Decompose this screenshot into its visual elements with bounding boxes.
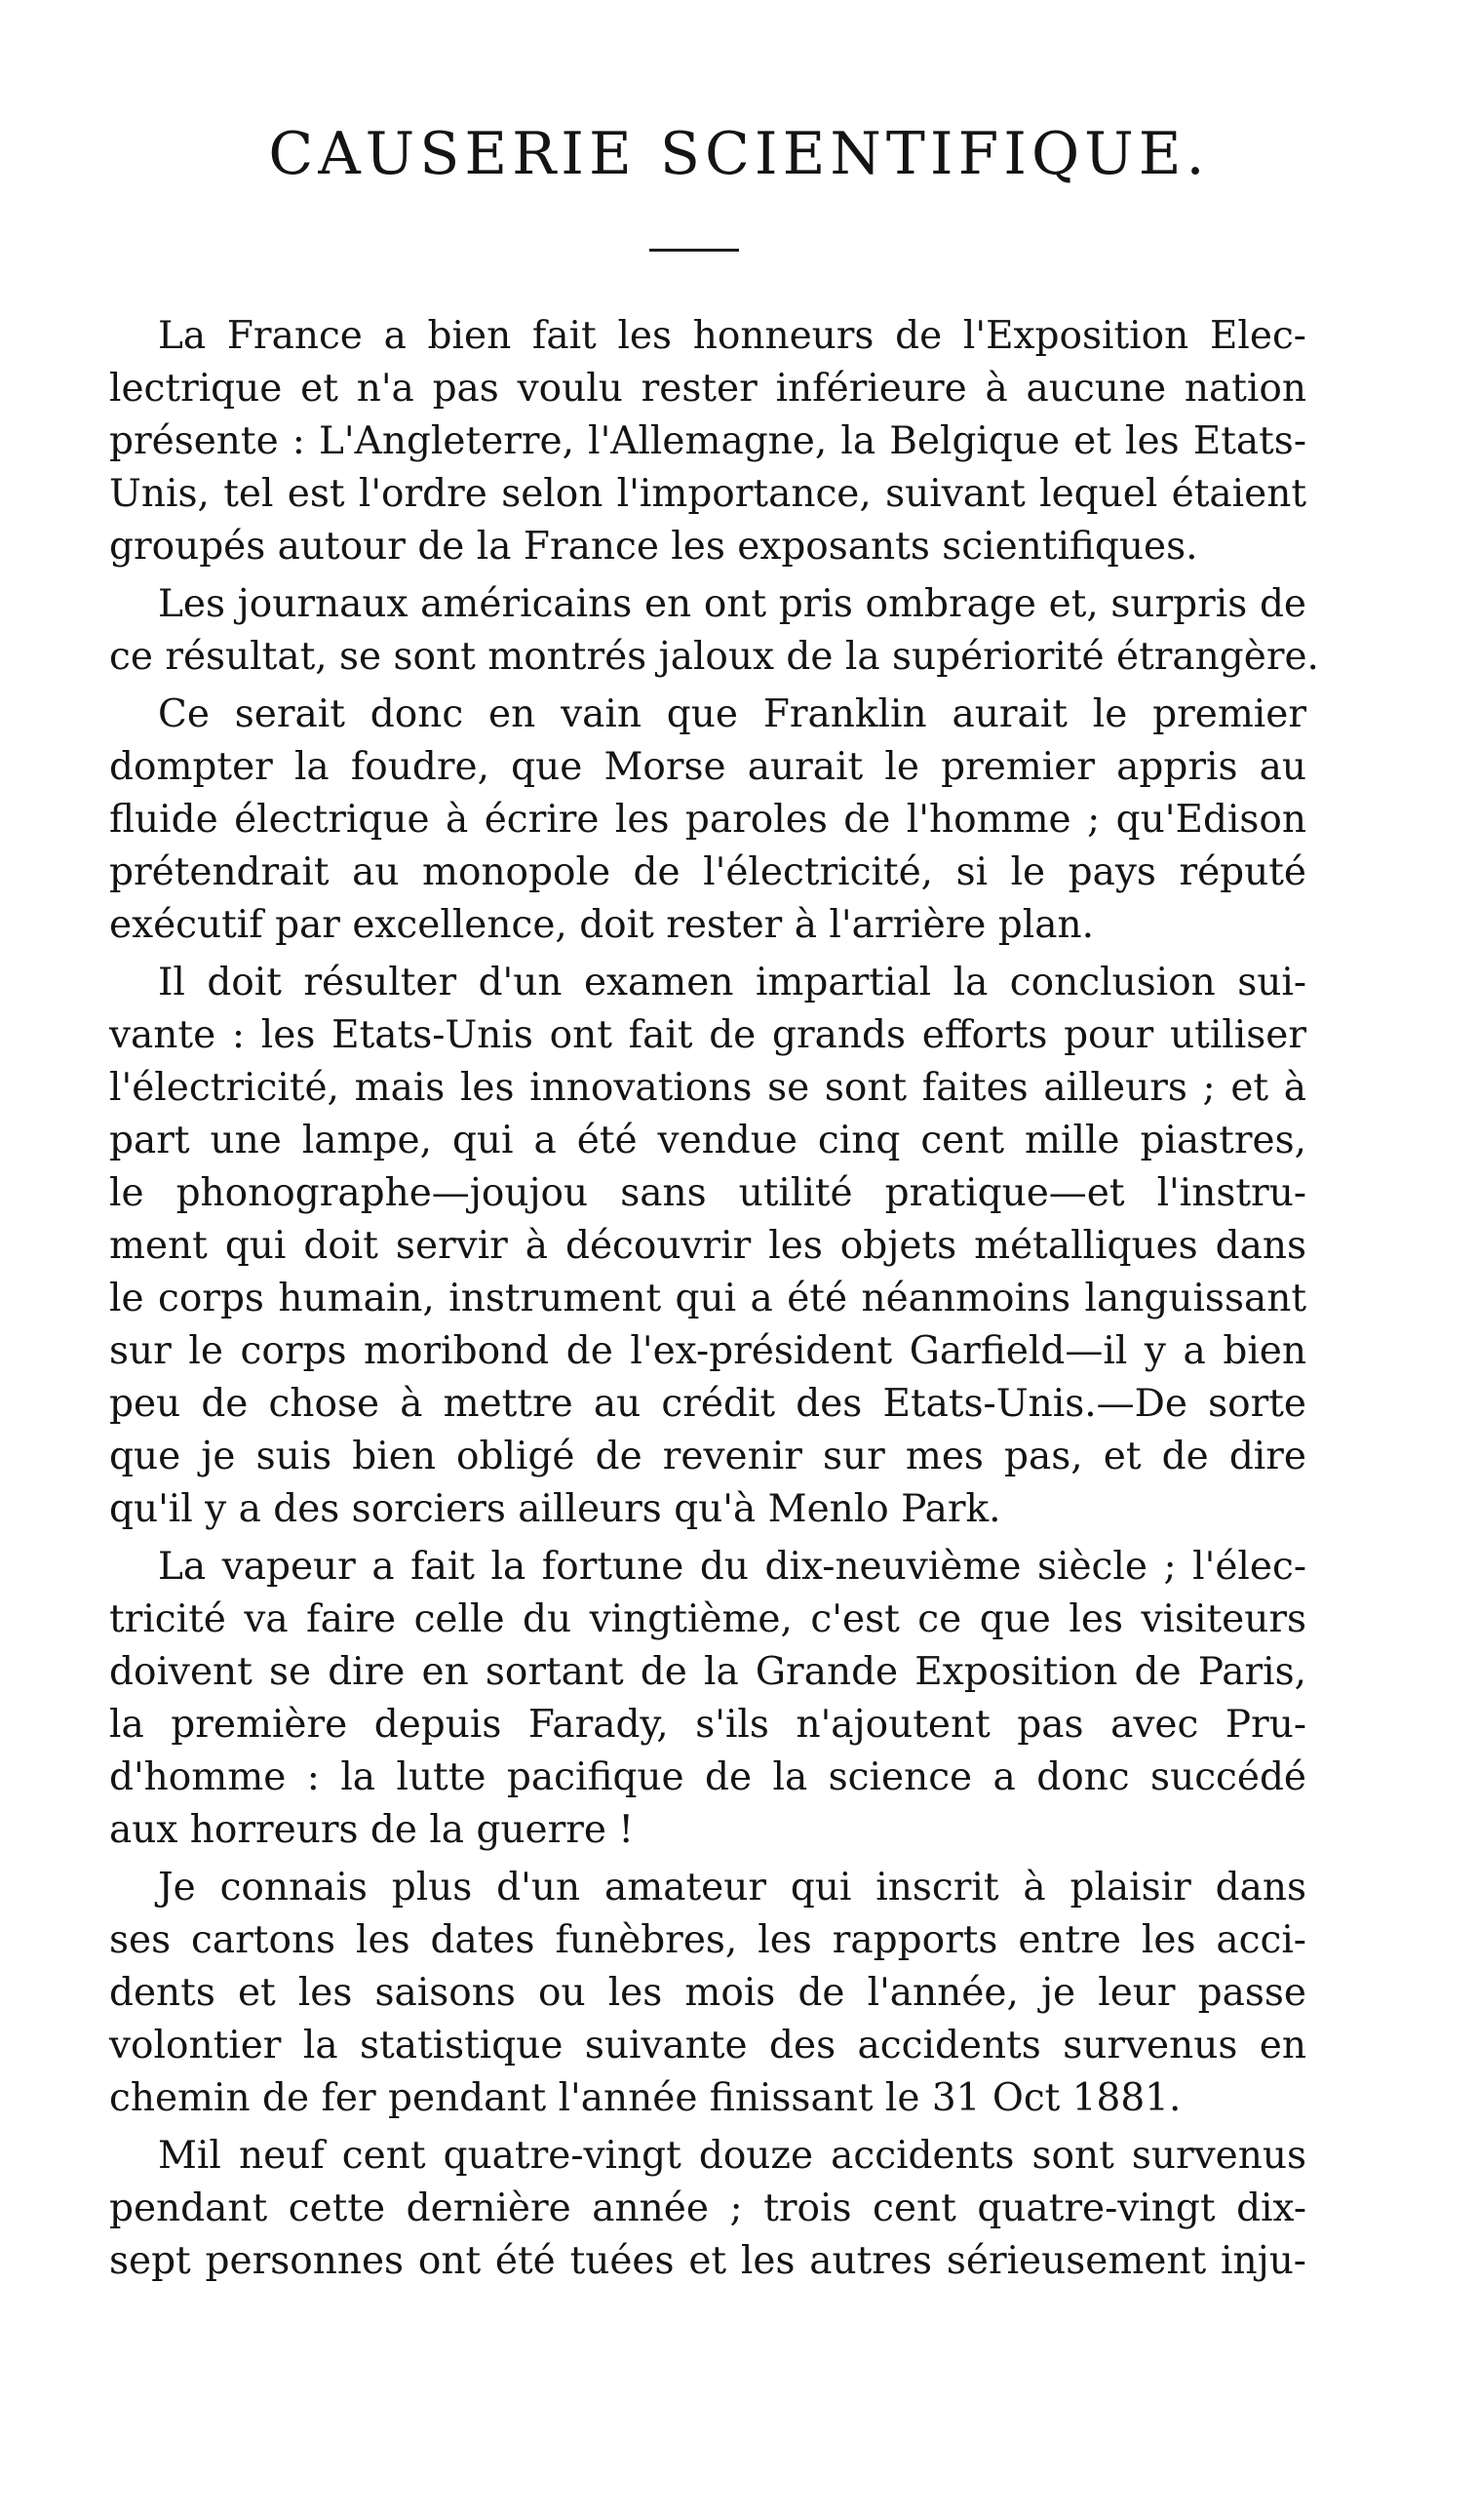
text-line: tricité va faire celle du vingtième, c'est ce que les visiteurs (109, 1597, 1306, 1641)
text-line: qu'il y a des sorciers ailleurs qu'à Menlo Park. (109, 1487, 1001, 1531)
text-line: Mil neuf cent quatre-vingt douze accidents sont survenus (158, 2134, 1306, 2178)
text-line: fluide électrique à écrire les paroles de l'homme ; qu'Edison (109, 798, 1306, 842)
text-line: dents et les saisons ou les mois de l'année, je leur passe (109, 1971, 1306, 2015)
text-line: chemin de fer pendant l'année finissant le 31 Oct 1881. (109, 2076, 1182, 2120)
paragraph-6 (109, 1862, 1306, 2125)
text-line: présente : L'Angleterre, l'Allemagne, la Belgique et les Etats- (109, 419, 1306, 463)
text-line: ment qui doit servir à découvrir les objets métalliques dans (109, 1224, 1306, 1268)
paragraph-3 (109, 689, 1306, 952)
text-line: part une lampe, qui a été vendue cinq cent mille piastres, (109, 1119, 1306, 1162)
title-rule (649, 249, 739, 252)
text-line: le corps humain, instrument qui a été néanmoins languissant (109, 1277, 1306, 1320)
text-line: le phonographe—joujou sans utilité pratique—et l'instru- (109, 1171, 1306, 1215)
text-line: la première depuis Farady, s'ils n'ajoutent pas avec Pru- (109, 1703, 1306, 1747)
text-line: d'homme : la lutte pacifique de la science a donc succédé (109, 1755, 1306, 1799)
text-line: Ce serait donc en vain que Franklin aurait le premier (158, 692, 1306, 736)
text-line: La France a bien fait les honneurs de l'Exposition Elec- (158, 314, 1306, 358)
text-line: l'électricité, mais les innovations se sont faites ailleurs ; et à (109, 1066, 1306, 1110)
text-line: peu de chose à mettre au crédit des Etats-Unis.—De sorte (109, 1382, 1306, 1426)
text-line: prétendrait au monopole de l'électricité, si le pays réputé (109, 850, 1306, 894)
text-line: Je connais plus d'un amateur qui inscrit à plaisir dans (158, 1866, 1306, 1910)
text-line: sur le corps moribond de l'ex-président Garfield—il y a bien (109, 1329, 1306, 1373)
text-line: ce résultat, se sont montrés jaloux de la supériorité étrangère. (109, 635, 1319, 679)
text-line: exécutif par excellence, doit rester à l'arrière plan. (109, 903, 1094, 947)
text-line: volontier la statistique suivante des accidents survenus en (109, 2024, 1306, 2067)
text-line: vante : les Etats-Unis ont fait de grands efforts pour utiliser (109, 1013, 1306, 1057)
text-line: lectrique et n'a pas voulu rester inférieure à aucune nation (109, 367, 1306, 411)
paragraph-2 (109, 578, 1319, 684)
text-line: que je suis bien obligé de revenir sur mes pas, et de dire (109, 1435, 1306, 1478)
text-line: doivent se dire en sortant de la Grande Exposition de Paris, (109, 1650, 1306, 1694)
text-line: Unis, tel est l'ordre selon l'importance, suivant lequel étaient (109, 472, 1306, 516)
text-line: Les journaux américains en ont pris ombrage et, surpris de (158, 582, 1306, 626)
text-line: dompter la foudre, que Morse aurait le premier appris au (109, 745, 1306, 789)
text-line: sept personnes ont été tuées et les autres sérieusement inju- (109, 2239, 1306, 2283)
text-line: La vapeur a fait la fortune du dix-neuvième siècle ; l'élec- (158, 1545, 1306, 1589)
text-line: groupés autour de la France les exposants scientifiques. (109, 525, 1198, 569)
paragraph-1 (109, 310, 1306, 573)
text-line: Il doit résulter d'un examen impartial la conclusion sui- (158, 961, 1306, 1004)
paragraph-4 (109, 957, 1306, 1536)
text-line: pendant cette dernière année ; trois cent quatre-vingt dix- (109, 2186, 1306, 2230)
text-line: ses cartons les dates funèbres, les rapports entre les acci- (109, 1918, 1306, 1962)
paragraph-7 (109, 2130, 1306, 2288)
text-line: aux horreurs de la guerre ! (109, 1808, 635, 1852)
paragraph-5 (109, 1541, 1306, 1857)
article-body (109, 310, 1319, 2288)
page-title: CAUSERIE SCIENTIFIQUE. (268, 120, 1210, 188)
